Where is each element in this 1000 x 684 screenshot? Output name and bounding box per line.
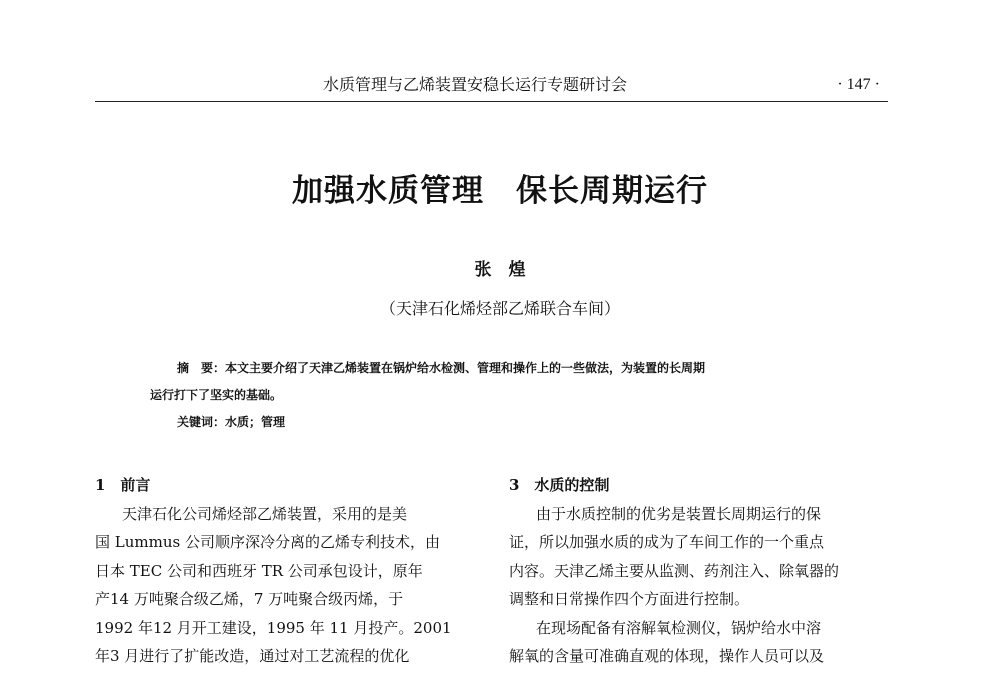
keywords-line [150,409,850,436]
author-name: 张 煌 [474,260,526,280]
body-line: 1992 年12 月开工建设，1995 年 11 月投产。2001 [95,618,452,637]
header-rule [95,101,888,102]
abstract-line-1 [150,355,850,382]
page-number: · 147 · [837,76,880,93]
body-line: 由于水质控制的优劣是装置长周期运行的保 [536,504,822,523]
running-header-title: 水质管理与乙烯装置安稳长运行专题研讨会 [323,75,628,94]
body-line: 产14 万吨聚合级乙烯，7 万吨聚合级丙烯，于 [95,590,404,608]
right-column [509,471,889,671]
abstract [150,355,850,436]
keywords-text: 水质；管理 [225,415,286,429]
running-header [95,74,888,96]
body-line: 内容。天津乙烯主要从监测、药剂注入、除氧器的 [509,561,840,580]
section-heading-introduction: 1 前言 [95,476,151,494]
left-column [95,471,475,671]
body-line: 解氧的含量可准确直观的体现，操作人员可以及 [509,647,825,665]
author-affiliation: （天津石化烯烃部乙烯联合车间） [379,299,620,318]
body-line: 在现场配备有溶解氧检测仪，锅炉给水中溶 [536,618,822,637]
article-title: 加强水质管理 保长周期运行 [292,173,708,209]
keywords-label: 关键词： [177,415,226,429]
abstract-text-1: 本文主要介绍了天津乙烯装置在锅炉给水检测、管理和操作上的一些做法，为装置的长周期 [225,361,706,375]
abstract-line-2: 运行打下了坚实的基础。 [150,388,283,402]
body-line: 调整和日常操作四个方面进行控制。 [509,590,750,608]
body-line: 证，所以加强水质的成为了车间工作的一个重点 [509,533,825,551]
body-line: 天津石化公司烯烃部乙烯装置，采用的是美 [122,504,408,523]
body-line: 年3 月进行了扩能改造，通过对工艺流程的优化 [95,647,410,665]
abstract-label: 摘 要： [177,361,226,375]
body-line: 日本 TEC 公司和西班牙 TR 公司承包设计，原年 [95,561,423,580]
section-heading-water-quality-control: 3 水质的控制 [509,476,610,494]
body-line: 国 Lummus 公司顺序深冷分离的乙烯专利技术，由 [95,533,440,551]
